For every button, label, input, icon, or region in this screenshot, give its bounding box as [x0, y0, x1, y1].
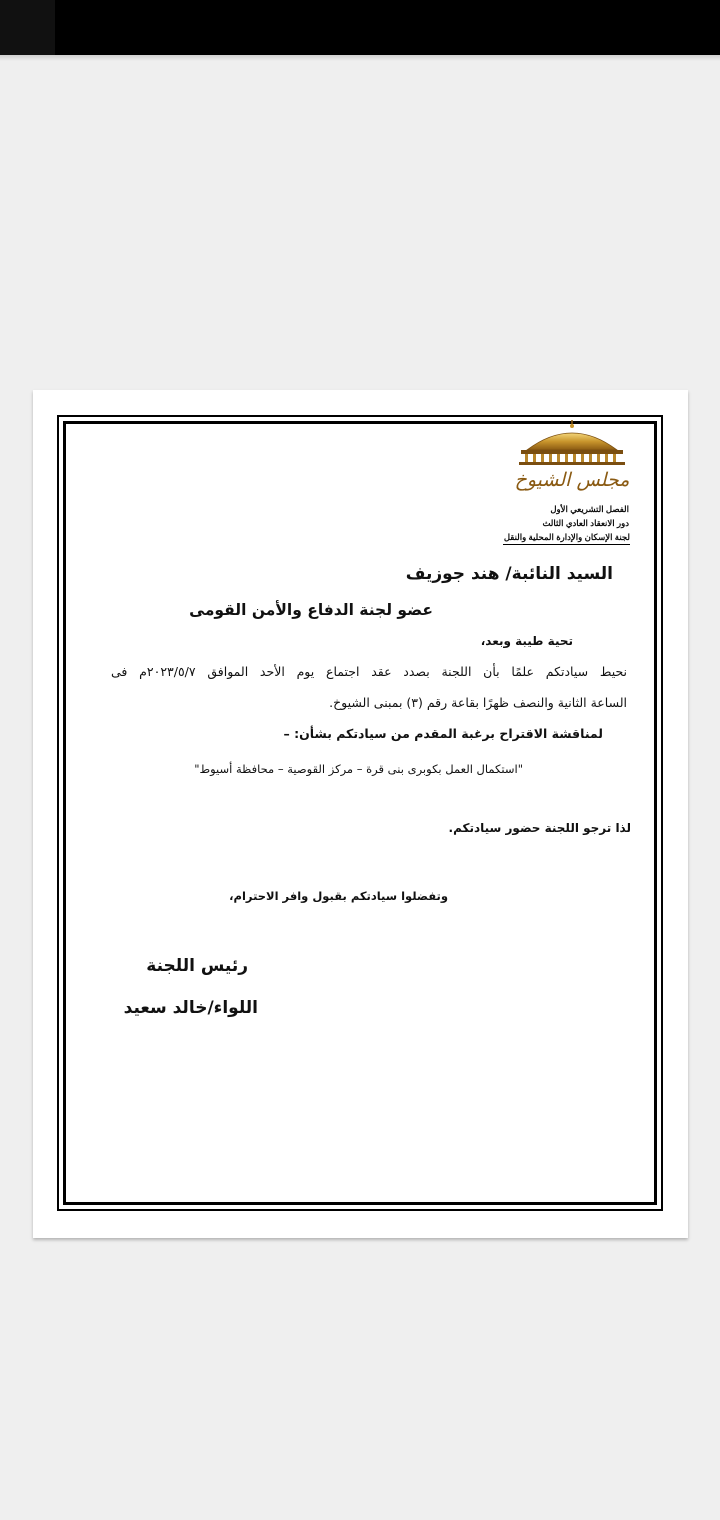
purpose-statement: لمناقشة الاقتراح برغبة المقدم من سيادتكم بشأن: – — [283, 726, 603, 741]
status-bar — [0, 0, 720, 55]
recipient-role: عضو لجنة الدفاع والأمن القومى — [189, 601, 433, 619]
signature-title: رئيس اللجنة — [146, 956, 248, 976]
logo-text: مجلس الشيوخ — [514, 469, 630, 491]
status-bar-corner — [0, 0, 55, 55]
header-committee: لجنة الإسكان والإدارة المحلية والنقل — [503, 532, 630, 545]
toolbar-shadow — [0, 55, 720, 61]
header-legislative-term: الفصل التشريعي الأول — [550, 504, 629, 514]
greeting: تحية طيبة وبعد، — [480, 634, 573, 648]
body-paragraph-line1: نحيط سيادتكم علمًا بأن اللجنة بصدد عقد اجتماع يوم الأحد الموافق ٢٠٢٣/٥/٧م فى — [111, 664, 628, 679]
document-page — [33, 390, 688, 1238]
attendance-request: لذا ترجو اللجنة حضور سيادتكم. — [448, 821, 631, 835]
senate-logo-icon — [513, 420, 631, 496]
proposal-title: "استكمال العمل بكوبرى بنى قرة – مركز القوصية – محافظة أسيوط" — [194, 762, 523, 776]
signature-name: اللواء/خالد سعيد — [123, 998, 258, 1018]
closing-remark: وتفضلوا سيادتكم بقبول وافر الاحترام، — [229, 889, 448, 903]
body-paragraph-line2: الساعة الثانية والنصف ظهرًا بقاعة رقم (٣) بمبنى الشيوخ. — [329, 695, 627, 710]
header-session: دور الانعقاد العادي الثالث — [542, 518, 629, 528]
recipient-name: السيد النائبة/ هند جوزيف — [405, 564, 613, 584]
